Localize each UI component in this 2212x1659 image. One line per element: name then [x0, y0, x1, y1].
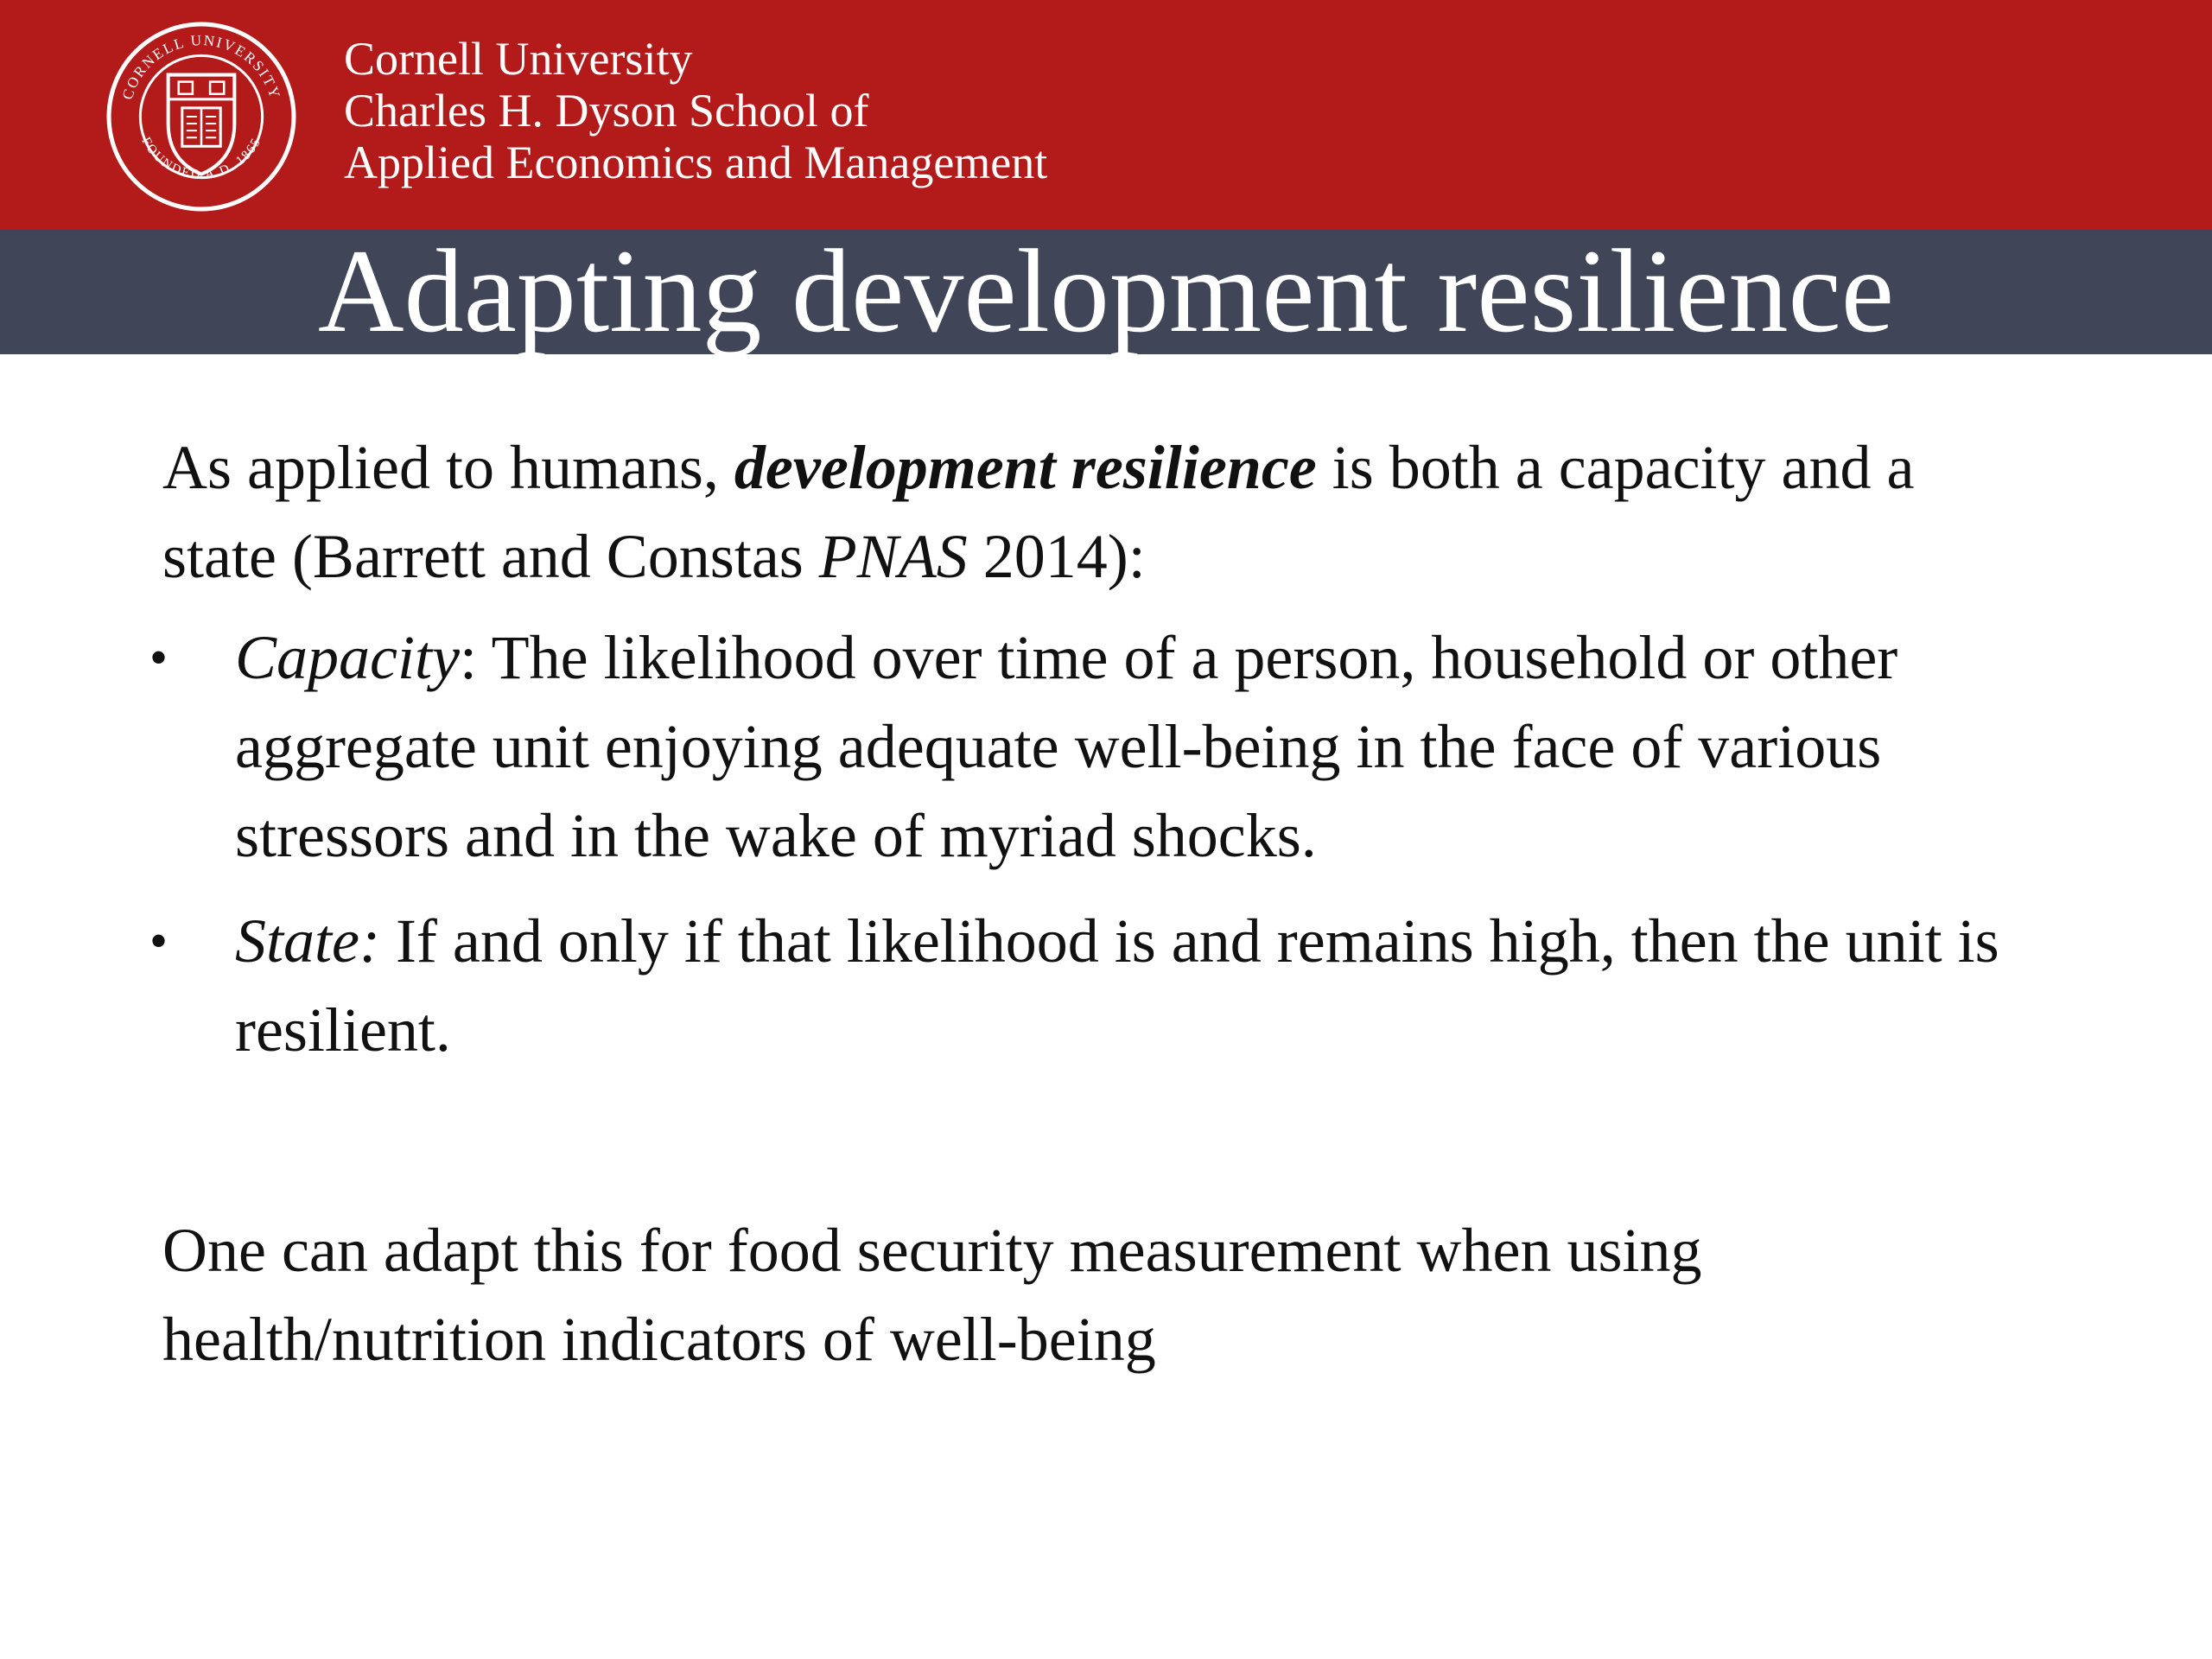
institution-name	[344, 33, 1047, 188]
list-item-state	[149, 897, 2020, 1075]
bullet-separator: :	[459, 623, 492, 692]
list-item-capacity	[149, 613, 2020, 880]
intro-text-after: 2014):	[967, 522, 1146, 591]
journal-name: PNAS	[818, 522, 968, 591]
intro-paragraph	[162, 423, 2020, 601]
svg-text:FOUNDED A.D. 1865: FOUNDED A.D. 1865	[138, 135, 264, 182]
bullet-separator	[380, 906, 396, 976]
bullet-icon: •	[149, 629, 168, 686]
bullet-text-state: If and only if that likelihood is and remains high, then the unit is resilient.	[235, 906, 1999, 1065]
intro-text-middle: is both a capacity and a state (Barrett and Constas	[162, 433, 1915, 591]
bullet-text-capacity: The likelihood over time of a person, household or other aggregate unit enjoying adequate well-being in the face of various stressors and in the wake of myriad shocks.	[235, 623, 1898, 870]
slide-title: Adapting development resilience	[317, 225, 1895, 357]
institution-line-school: Charles H. Dyson School of	[344, 85, 869, 137]
term-development-resilience: development resilience	[734, 433, 1317, 502]
bullet-term-state: State:	[235, 906, 380, 976]
header-band	[0, 0, 2212, 229]
intro-text-before: As applied to humans,	[162, 433, 734, 502]
closing-paragraph: One can adapt this for food security measurement when using health/nutrition indicators of well-being	[162, 1216, 1702, 1374]
svg-text:CORNELL UNIVERSITY: CORNELL UNIVERSITY	[118, 32, 284, 102]
slide-body	[149, 423, 2020, 1384]
institution-line-university: Cornell University	[344, 33, 693, 85]
bullet-term-capacity: Capacity	[235, 623, 460, 692]
institution-line-department: Applied Economics and Management	[344, 137, 1048, 188]
bullet-icon: •	[149, 912, 168, 969]
definition-list	[149, 613, 2020, 1075]
cornell-seal-logo	[105, 21, 297, 213]
